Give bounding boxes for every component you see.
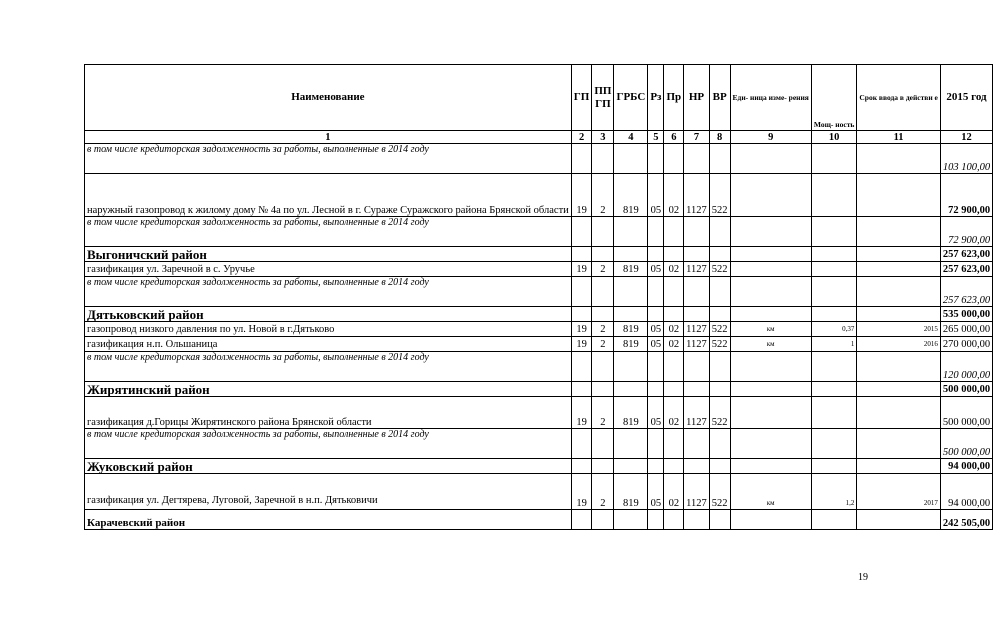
col-number: 6 <box>664 131 684 144</box>
rz-cell: 05 <box>648 322 664 337</box>
note-label: в том числе кредиторская задолженность за работы, выполненные в 2014 году <box>85 277 572 307</box>
table-header-row <box>85 65 993 131</box>
grbs-cell: 819 <box>614 262 648 277</box>
col-number: 5 <box>648 131 664 144</box>
item-name: газификация ул. Заречной в с. Уручье <box>85 262 572 277</box>
district-amount: 94 000,00 <box>940 459 992 474</box>
rz-cell: 05 <box>648 174 664 217</box>
header-vr: ВР <box>709 65 730 131</box>
header-rz: Рз <box>648 65 664 131</box>
note-label: в том числе кредиторская задолженность за работы, выполненные в 2014 году <box>85 429 572 459</box>
header-power: Мощ- ность <box>811 65 857 131</box>
nr-cell: 1127 <box>684 262 710 277</box>
item-name: газификация н.п. Ольшаница <box>85 337 572 352</box>
amount-cell: 120 000,00 <box>940 352 992 382</box>
amount-cell: 72 900,00 <box>940 174 992 217</box>
gp-cell: 19 <box>571 337 592 352</box>
col-number: 8 <box>709 131 730 144</box>
ppgp-cell: 2 <box>592 397 614 429</box>
ppgp-cell: 2 <box>592 322 614 337</box>
col-number: 12 <box>940 131 992 144</box>
table-row <box>85 352 993 382</box>
header-name: Наименование <box>85 65 572 131</box>
gp-cell: 19 <box>571 262 592 277</box>
note-label: в том числе кредиторская задолженность за работы, выполненные в 2014 году <box>85 352 572 382</box>
page-number: 19 <box>858 572 868 583</box>
pr-cell: 02 <box>664 322 684 337</box>
district-row <box>85 459 993 474</box>
header-ppgp: ПП ГП <box>592 65 614 131</box>
district-name: Выгоничский район <box>85 247 572 262</box>
vr-cell: 522 <box>709 262 730 277</box>
item-name: газификация ул. Дегтярева, Луговой, Заречной в н.п. Дятьковичи <box>85 474 572 510</box>
district-amount: 500 000,00 <box>940 382 992 397</box>
vr-cell: 522 <box>709 322 730 337</box>
item-name: газопровод низкого давления по ул. Новой в г.Дятьково <box>85 322 572 337</box>
amount-cell: 257 623,00 <box>940 262 992 277</box>
district-name: Карачевский район <box>85 510 572 530</box>
note-label: в том числе кредиторская задолженность за работы, выполненные в 2014 году <box>85 144 572 174</box>
table-row <box>85 174 993 217</box>
column-number-row <box>85 131 993 144</box>
table-row <box>85 144 993 174</box>
district-row <box>85 510 993 530</box>
ppgp-cell: 2 <box>592 337 614 352</box>
nr-cell: 1127 <box>684 174 710 217</box>
col-number: 1 <box>85 131 572 144</box>
vr-cell: 522 <box>709 174 730 217</box>
table-row <box>85 262 993 277</box>
gp-cell: 19 <box>571 397 592 429</box>
district-row <box>85 307 993 322</box>
term-cell: 2016 <box>857 337 941 352</box>
rz-cell: 05 <box>648 397 664 429</box>
gp-cell: 19 <box>571 174 592 217</box>
power-cell: 1 <box>811 337 857 352</box>
header-nr: НР <box>684 65 710 131</box>
power-cell: 1,2 <box>811 474 857 510</box>
header-term: Срок ввода в действи е <box>857 65 941 131</box>
pr-cell: 02 <box>664 174 684 217</box>
vr-cell: 522 <box>709 474 730 510</box>
vr-cell: 522 <box>709 397 730 429</box>
district-amount: 242 505,00 <box>940 510 992 530</box>
header-grbs: ГРБС <box>614 65 648 131</box>
amount-cell: 265 000,00 <box>940 322 992 337</box>
table-row <box>85 474 993 510</box>
gp-cell: 19 <box>571 474 592 510</box>
vr-cell: 522 <box>709 337 730 352</box>
district-name: Дятьковский район <box>85 307 572 322</box>
grbs-cell: 819 <box>614 174 648 217</box>
budget-table <box>84 64 993 530</box>
item-name: наружный газопровод к жилому дому № 4а по ул. Лесной в г. Сураже Суражского района Брянской области <box>85 174 572 217</box>
amount-cell: 500 000,00 <box>940 397 992 429</box>
table-row <box>85 429 993 459</box>
col-number: 7 <box>684 131 710 144</box>
col-number: 10 <box>811 131 857 144</box>
item-name: газификация д.Горицы Жирятинского района Брянской области <box>85 397 572 429</box>
grbs-cell: 819 <box>614 322 648 337</box>
pr-cell: 02 <box>664 337 684 352</box>
rz-cell: 05 <box>648 337 664 352</box>
col-number: 11 <box>857 131 941 144</box>
rz-cell: 05 <box>648 262 664 277</box>
ppgp-cell: 2 <box>592 474 614 510</box>
unit-cell: км <box>730 322 811 337</box>
note-label: в том числе кредиторская задолженность за работы, выполненные в 2014 году <box>85 217 572 247</box>
power-cell: 0,37 <box>811 322 857 337</box>
pr-cell: 02 <box>664 397 684 429</box>
header-gp: ГП <box>571 65 592 131</box>
district-row <box>85 247 993 262</box>
term-cell: 2015 <box>857 322 941 337</box>
header-pr: Пр <box>664 65 684 131</box>
nr-cell: 1127 <box>684 397 710 429</box>
grbs-cell: 819 <box>614 397 648 429</box>
term-cell: 2017 <box>857 474 941 510</box>
unit-cell: км <box>730 474 811 510</box>
nr-cell: 1127 <box>684 337 710 352</box>
amount-cell: 257 623,00 <box>940 277 992 307</box>
table-row <box>85 217 993 247</box>
col-number: 4 <box>614 131 648 144</box>
ppgp-cell: 2 <box>592 174 614 217</box>
col-number: 2 <box>571 131 592 144</box>
amount-cell: 500 000,00 <box>940 429 992 459</box>
amount-cell: 94 000,00 <box>940 474 992 510</box>
ppgp-cell: 2 <box>592 262 614 277</box>
table-row <box>85 397 993 429</box>
grbs-cell: 819 <box>614 474 648 510</box>
district-name: Жуковский район <box>85 459 572 474</box>
nr-cell: 1127 <box>684 322 710 337</box>
amount-cell: 103 100,00 <box>940 144 992 174</box>
amount-cell: 270 000,00 <box>940 337 992 352</box>
grbs-cell: 819 <box>614 337 648 352</box>
nr-cell: 1127 <box>684 474 710 510</box>
district-name: Жирятинский район <box>85 382 572 397</box>
district-amount: 257 623,00 <box>940 247 992 262</box>
pr-cell: 02 <box>664 262 684 277</box>
table-row <box>85 277 993 307</box>
table-row <box>85 322 993 337</box>
col-number: 3 <box>592 131 614 144</box>
district-amount: 535 000,00 <box>940 307 992 322</box>
col-number: 9 <box>730 131 811 144</box>
pr-cell: 02 <box>664 474 684 510</box>
header-unit: Еди- ница изме- рения <box>730 65 811 131</box>
rz-cell: 05 <box>648 474 664 510</box>
table-row <box>85 337 993 352</box>
district-row <box>85 382 993 397</box>
unit-cell: км <box>730 337 811 352</box>
gp-cell: 19 <box>571 322 592 337</box>
header-year: 2015 год <box>940 65 992 131</box>
amount-cell: 72 900,00 <box>940 217 992 247</box>
